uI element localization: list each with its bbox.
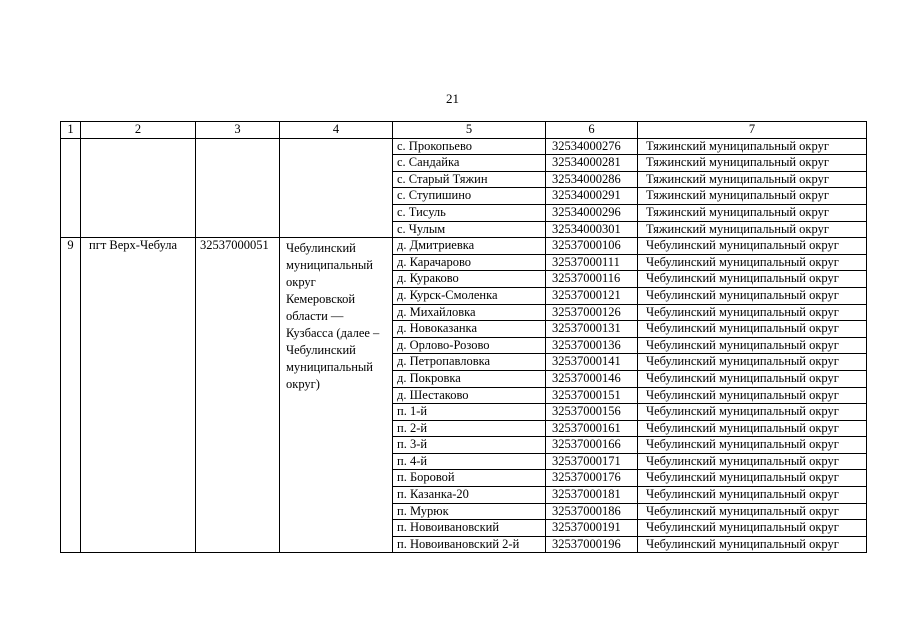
oktmo-code-cell: 32534000291 [546,188,638,205]
oktmo-code-cell: 32537000116 [546,271,638,288]
settlement-cell: п. Мурюк [393,503,546,520]
district-cell: Тяжинский муниципальный округ [638,171,867,188]
district-cell: Чебулинский муниципальный округ [638,321,867,338]
oktmo-code-cell: 32537000111 [546,254,638,271]
table-row [61,238,867,255]
table-row [61,138,867,155]
settlement-cell: д. Карачарово [393,254,546,271]
settlement-cell: с. Сандайка [393,155,546,172]
municipality-cell: Чебулинский муниципальный округ Кемеровской области — Кузбасса (далее – Чебулинский муниципальный округ) [280,238,393,553]
column-number: 7 [638,122,867,139]
district-cell: Тяжинский муниципальный округ [638,155,867,172]
oktmo-code-cell: 32537000176 [546,470,638,487]
district-cell: Тяжинский муниципальный округ [638,188,867,205]
column-number: 6 [546,122,638,139]
column-number: 4 [280,122,393,139]
column-number: 5 [393,122,546,139]
settlement-cell: д. Петропавловка [393,354,546,371]
district-cell: Чебулинский муниципальный округ [638,520,867,537]
oktmo-code-cell: 32534000276 [546,138,638,155]
center-code-cell [196,138,280,238]
district-cell: Чебулинский муниципальный округ [638,470,867,487]
oktmo-code-cell: 32537000141 [546,354,638,371]
district-cell: Чебулинский муниципальный округ [638,304,867,321]
oktmo-code-cell: 32534000296 [546,204,638,221]
settlement-cell: д. Новоказанка [393,321,546,338]
oktmo-code-cell: 32537000106 [546,238,638,255]
center-cell [81,138,196,238]
group-number-cell: 9 [61,238,81,553]
column-number: 3 [196,122,280,139]
settlement-cell: д. Дмитриевка [393,238,546,255]
oktmo-code-cell: 32537000166 [546,437,638,454]
settlement-cell: д. Михайловка [393,304,546,321]
number-cell [61,138,81,238]
district-cell: Чебулинский муниципальный округ [638,354,867,371]
settlement-cell: п. Новоивановский 2-й [393,536,546,553]
oktmo-code-cell: 32537000126 [546,304,638,321]
settlement-cell: с. Старый Тяжин [393,171,546,188]
district-cell: Чебулинский муниципальный округ [638,503,867,520]
page-number: 21 [446,91,459,106]
settlements-table [60,121,867,553]
settlement-cell: п. Казанка-20 [393,487,546,504]
oktmo-code-cell: 32534000281 [546,155,638,172]
district-cell: Тяжинский муниципальный округ [638,221,867,238]
settlement-cell: с. Тисуль [393,204,546,221]
settlement-cell: д. Орлово-Розово [393,337,546,354]
settlement-cell: д. Курск-Смоленка [393,287,546,304]
district-cell: Чебулинский муниципальный округ [638,370,867,387]
column-number: 1 [61,122,81,139]
oktmo-code-cell: 32537000161 [546,420,638,437]
district-cell: Чебулинский муниципальный округ [638,487,867,504]
settlement-cell: п. 3-й [393,437,546,454]
oktmo-code-cell: 32534000286 [546,171,638,188]
oktmo-code-cell: 32537000121 [546,287,638,304]
district-cell: Чебулинский муниципальный округ [638,453,867,470]
district-cell: Чебулинский муниципальный округ [638,254,867,271]
oktmo-code-cell: 32537000181 [546,487,638,504]
settlement-cell: п. Новоивановский [393,520,546,537]
district-cell: Чебулинский муниципальный округ [638,404,867,421]
district-cell: Чебулинский муниципальный округ [638,287,867,304]
district-cell: Чебулинский муниципальный округ [638,337,867,354]
district-cell: Чебулинский муниципальный округ [638,238,867,255]
oktmo-code-cell: 32537000136 [546,337,638,354]
oktmo-code-cell: 32537000156 [546,404,638,421]
oktmo-code-cell: 32537000131 [546,321,638,338]
district-cell: Чебулинский муниципальный округ [638,271,867,288]
center-cell: пгт Верх-Чебула [81,238,196,553]
district-cell: Чебулинский муниципальный округ [638,437,867,454]
oktmo-code-cell: 32534000301 [546,221,638,238]
settlement-cell: с. Прокопьево [393,138,546,155]
settlement-cell: с. Ступишино [393,188,546,205]
district-cell: Чебулинский муниципальный округ [638,420,867,437]
settlement-cell: с. Чулым [393,221,546,238]
center-code-cell: 32537000051 [196,238,280,553]
oktmo-code-cell: 32537000186 [546,503,638,520]
district-cell: Чебулинский муниципальный округ [638,387,867,404]
oktmo-code-cell: 32537000191 [546,520,638,537]
oktmo-code-cell: 32537000151 [546,387,638,404]
district-cell: Тяжинский муниципальный округ [638,138,867,155]
settlement-cell: д. Шестаково [393,387,546,404]
oktmo-code-cell: 32537000196 [546,536,638,553]
district-cell: Тяжинский муниципальный округ [638,204,867,221]
settlement-cell: п. Боровой [393,470,546,487]
settlement-cell: п. 2-й [393,420,546,437]
settlement-cell: д. Покровка [393,370,546,387]
column-number: 2 [81,122,196,139]
oktmo-code-cell: 32537000146 [546,370,638,387]
municipality-cell [280,138,393,238]
settlement-cell: п. 4-й [393,453,546,470]
column-number-row [61,122,867,139]
settlement-cell: п. 1-й [393,404,546,421]
district-cell: Чебулинский муниципальный округ [638,536,867,553]
settlement-cell: д. Кураково [393,271,546,288]
oktmo-code-cell: 32537000171 [546,453,638,470]
